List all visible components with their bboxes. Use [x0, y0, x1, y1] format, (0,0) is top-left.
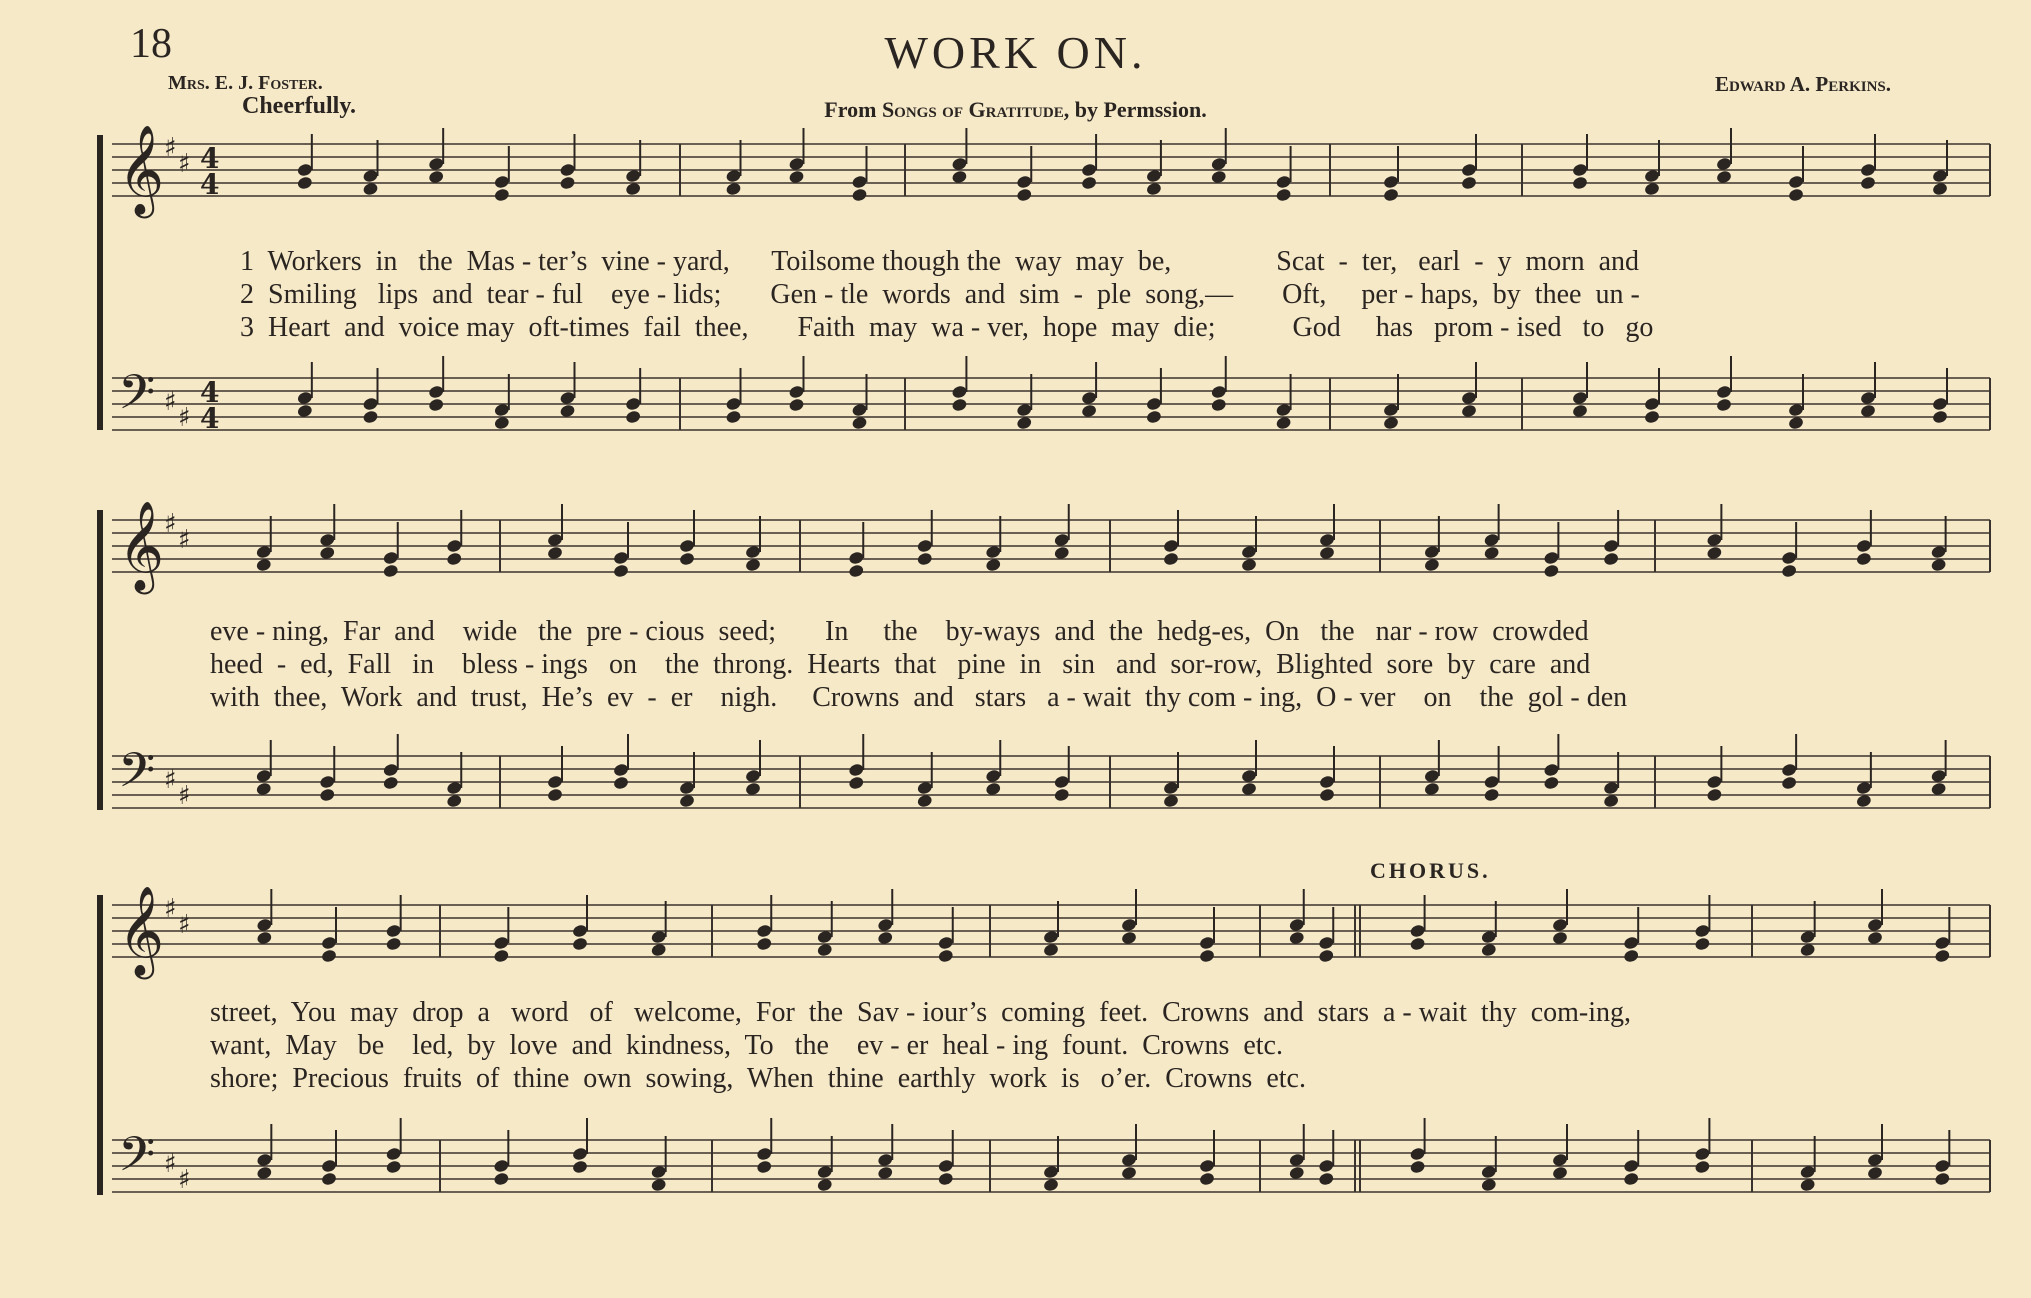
notehead: [1572, 175, 1589, 190]
notehead: [1788, 174, 1805, 189]
notehead: [1694, 1146, 1711, 1161]
notehead: [385, 923, 402, 938]
notehead: [1934, 948, 1951, 963]
notehead: [937, 1171, 954, 1186]
notehead: [1543, 563, 1560, 578]
notehead: [1461, 175, 1478, 190]
notehead: [382, 550, 399, 565]
sharp-sign: ♯: [164, 387, 177, 417]
notehead: [1788, 187, 1805, 202]
sharp-sign: ♯: [164, 765, 177, 795]
notehead: [788, 384, 805, 399]
notehead: [756, 1146, 773, 1161]
notehead: [1409, 1159, 1426, 1174]
notehead: [493, 1158, 510, 1173]
notehead: [1781, 775, 1798, 790]
notehead: [559, 175, 576, 190]
notehead: [1081, 175, 1098, 190]
notehead: [1932, 409, 1949, 424]
notehead: [1053, 787, 1070, 802]
notehead: [1483, 787, 1500, 802]
notehead: [1163, 551, 1180, 566]
lyric-line-s2-v3: with thee, Work and trust, He’s ev - er nigh. Crowns and stars a - wait thy com - ing, O - ver on the gol - den: [210, 682, 1628, 713]
sharp-sign: ♯: [178, 910, 191, 940]
lyric-line-s3-v3: shore; Precious fruits of thine own sowing, When thine earthly work is o’er. Crowns etc.: [210, 1063, 1306, 1094]
sharp-sign: ♯: [178, 1165, 191, 1195]
notehead: [1081, 162, 1098, 177]
notehead: [1543, 550, 1560, 565]
notehead: [1934, 1158, 1951, 1173]
notehead: [1318, 948, 1335, 963]
notehead: [916, 538, 933, 553]
notehead: [1318, 1171, 1335, 1186]
lyric-line-s1-v2: 2 Smiling lips and tear - ful eye - lids; Gen - tle words and sim - ple song,— Oft, per - haps, by thee un -: [240, 279, 1640, 310]
notehead: [385, 1146, 402, 1161]
notehead: [1199, 1171, 1216, 1186]
notehead: [613, 762, 630, 777]
notehead: [1716, 397, 1733, 412]
notehead: [319, 774, 336, 789]
notehead: [1145, 409, 1162, 424]
notehead: [1163, 538, 1180, 553]
notehead: [1461, 162, 1478, 177]
notehead: [1053, 774, 1070, 789]
notehead: [848, 550, 865, 565]
tempo-marking: Cheerfully.: [242, 93, 356, 119]
notehead: [937, 1158, 954, 1173]
notehead: [625, 409, 642, 424]
notehead: [951, 397, 968, 412]
notehead: [572, 1159, 589, 1174]
notehead: [851, 174, 868, 189]
notehead: [1210, 384, 1227, 399]
notehead: [547, 774, 564, 789]
notehead: [1199, 935, 1216, 950]
notehead: [1199, 948, 1216, 963]
notehead: [848, 563, 865, 578]
bass-clef: 𝄢: [118, 742, 156, 810]
treble-staff: [112, 520, 1990, 572]
lyric-line-s3-v2: want, May be led, by love and kindness, To the ev - er heal - ing fount. Crowns etc.: [210, 1030, 1283, 1061]
notehead: [1383, 187, 1400, 202]
notehead: [1934, 935, 1951, 950]
notehead: [937, 935, 954, 950]
lyric-line-s1-v1: 1 Workers in the Mas - ter’s vine - yard, Toilsome though the way may be, Scat - ter, earl - y morn and: [240, 246, 1640, 277]
lyric-line-s2-v1: eve - ning, Far and wide the pre - cious seed; In the by-ways and the hedg-es, On the nar - row crowded: [210, 616, 1589, 647]
notehead: [613, 775, 630, 790]
notehead: [1409, 923, 1426, 938]
sharp-sign: ♯: [178, 781, 191, 811]
notehead: [1603, 538, 1620, 553]
notehead: [1318, 935, 1335, 950]
sharp-sign: ♯: [164, 133, 177, 163]
source-suffix: , by Permssion.: [1063, 97, 1207, 122]
notehead: [851, 187, 868, 202]
notehead: [493, 935, 510, 950]
notehead: [428, 384, 445, 399]
notehead: [916, 551, 933, 566]
treble-clef: 𝄞: [118, 125, 165, 215]
notehead: [1483, 774, 1500, 789]
notehead: [613, 563, 630, 578]
notehead: [1644, 409, 1661, 424]
notehead: [572, 1146, 589, 1161]
bass-staff: [112, 378, 1990, 430]
sharp-sign: ♯: [178, 525, 191, 555]
notehead: [559, 162, 576, 177]
notehead: [1275, 174, 1292, 189]
notehead: [1623, 948, 1640, 963]
notehead: [1694, 936, 1711, 951]
notehead: [756, 1159, 773, 1174]
notehead: [428, 397, 445, 412]
notehead: [951, 384, 968, 399]
notehead: [321, 948, 338, 963]
notehead: [1319, 787, 1336, 802]
notehead: [493, 187, 510, 202]
notehead: [937, 948, 954, 963]
notehead: [788, 397, 805, 412]
notehead: [679, 538, 696, 553]
time-signature-bottom: 4: [200, 402, 220, 435]
notehead: [572, 936, 589, 951]
hymn-title: WORK ON.: [884, 27, 1147, 78]
notehead: [385, 936, 402, 951]
sharp-sign: ♯: [164, 1149, 177, 1179]
treble-clef: 𝄞: [118, 886, 165, 976]
notehead: [1572, 162, 1589, 177]
notehead: [1716, 384, 1733, 399]
notehead: [1383, 174, 1400, 189]
notehead: [493, 174, 510, 189]
notehead: [1855, 538, 1872, 553]
notehead: [493, 1171, 510, 1186]
notehead: [321, 1171, 338, 1186]
notehead: [1932, 396, 1949, 411]
notehead: [848, 775, 865, 790]
notehead: [1145, 396, 1162, 411]
notehead: [1543, 762, 1560, 777]
notehead: [1318, 1158, 1335, 1173]
notehead: [296, 162, 313, 177]
notehead: [1210, 397, 1227, 412]
notehead: [1543, 775, 1560, 790]
lyric-line-s3-v1: street, You may drop a word of welcome, For the Sav - iour’s coming feet. Crowns and stars a - wait thy com-ing,: [210, 997, 1632, 1028]
notehead: [1199, 1158, 1216, 1173]
chorus-label: CHORUS.: [1370, 858, 1491, 883]
lyric-line-s1-v3: 3 Heart and voice may oft-times fail thee, Faith may wa - ver, hope may die; God has prom - ised to go: [240, 312, 1654, 343]
notehead: [1409, 1146, 1426, 1161]
notehead: [1623, 1158, 1640, 1173]
notehead: [547, 787, 564, 802]
notehead: [1409, 936, 1426, 951]
author-credit: Mrs. E. J. Foster.: [168, 72, 323, 94]
notehead: [1934, 1171, 1951, 1186]
notehead: [1781, 550, 1798, 565]
notehead: [362, 409, 379, 424]
notehead: [321, 1158, 338, 1173]
bass-clef: 𝄢: [118, 1126, 156, 1194]
notehead: [382, 775, 399, 790]
notehead: [382, 563, 399, 578]
sharp-sign: ♯: [164, 894, 177, 924]
notehead: [319, 787, 336, 802]
notehead: [382, 762, 399, 777]
treble-staff: [112, 144, 1990, 196]
notehead: [1623, 935, 1640, 950]
notehead: [1860, 175, 1877, 190]
notehead: [756, 923, 773, 938]
time-signature-top: 4: [200, 142, 220, 175]
notehead: [848, 762, 865, 777]
notehead: [1781, 563, 1798, 578]
notehead: [321, 935, 338, 950]
notehead: [725, 409, 742, 424]
notehead: [1694, 1159, 1711, 1174]
time-signature-top: 4: [200, 376, 220, 409]
notehead: [1016, 174, 1033, 189]
page-number: 18: [130, 21, 172, 67]
notehead: [1860, 162, 1877, 177]
time-signature-bottom: 4: [200, 168, 220, 201]
notehead: [1319, 774, 1336, 789]
notehead: [493, 948, 510, 963]
notehead: [1781, 762, 1798, 777]
sharp-sign: ♯: [178, 149, 191, 179]
notehead: [725, 396, 742, 411]
notehead: [446, 538, 463, 553]
notehead: [1603, 551, 1620, 566]
composer-credit: Edward A. Perkins.: [1714, 72, 1891, 96]
notehead: [1644, 396, 1661, 411]
notehead: [362, 396, 379, 411]
source-book: Songs of Gratitude: [881, 97, 1064, 122]
notehead: [679, 551, 696, 566]
treble-clef: 𝄞: [118, 501, 165, 591]
lyric-line-s2-v2: heed - ed, Fall in bless - ings on the throng. Hearts that pine in sin and sor-row, Blighted sore by care and: [210, 649, 1591, 680]
notehead: [1275, 187, 1292, 202]
notehead: [1016, 187, 1033, 202]
source-prefix: From: [824, 97, 882, 122]
notehead: [756, 936, 773, 951]
notehead: [385, 1159, 402, 1174]
notehead: [1706, 787, 1723, 802]
sharp-sign: ♯: [178, 403, 191, 433]
notehead: [613, 550, 630, 565]
bass-clef: 𝄢: [118, 364, 156, 432]
notehead: [572, 923, 589, 938]
notehead: [1855, 551, 1872, 566]
notehead: [625, 396, 642, 411]
notehead: [296, 175, 313, 190]
notehead: [1694, 923, 1711, 938]
notehead: [1623, 1171, 1640, 1186]
notehead: [1706, 774, 1723, 789]
notehead: [446, 551, 463, 566]
sharp-sign: ♯: [164, 509, 177, 539]
